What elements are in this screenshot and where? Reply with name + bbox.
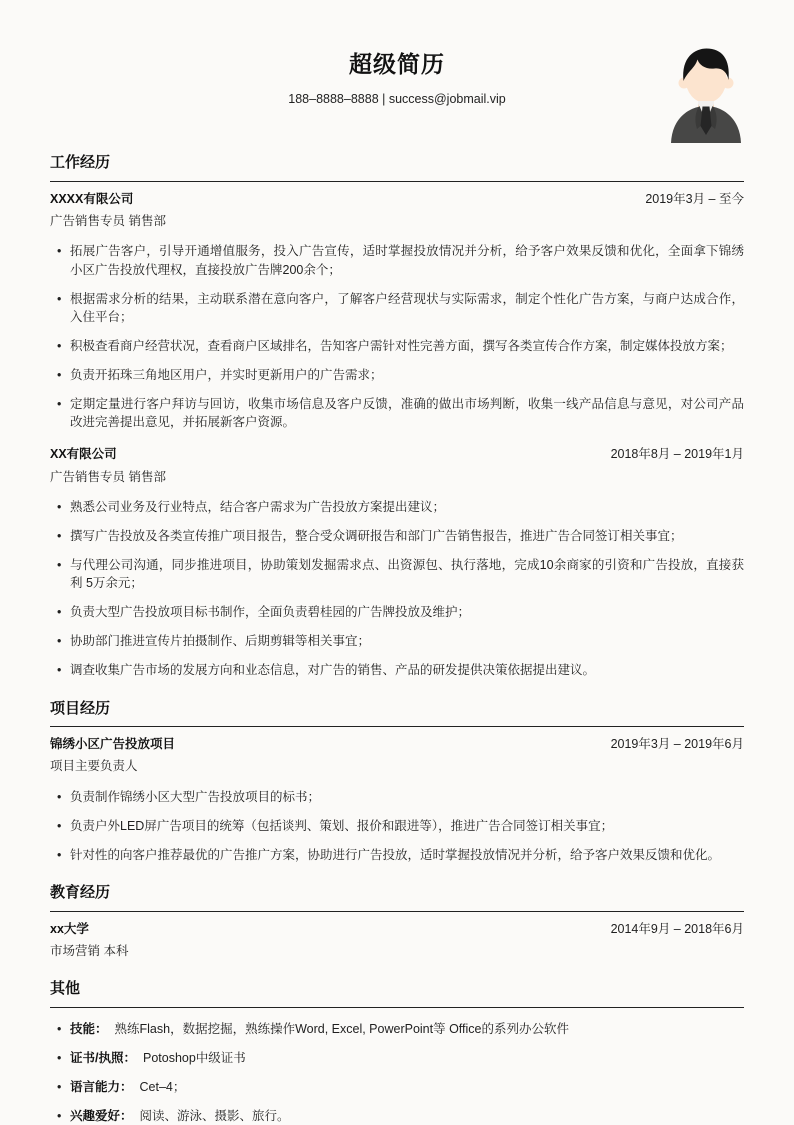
- bullet-item: • 拓展广告客户，引导开通增值服务，投入广告宣传，适时掌握投放情况并分析，给予客户效果反馈和优化，全面拿下锦绣小区广告投放代理权，直接投放广告牌200余个；: [50, 242, 744, 278]
- project-role: 项目主要负责人: [50, 759, 138, 774]
- other-item-text: Potoshop中级证书: [142, 1050, 246, 1065]
- section-heading-other: 其他: [50, 978, 744, 1008]
- other-item-certificates: [50, 1049, 744, 1067]
- company-name: XXXX有限公司: [50, 192, 134, 207]
- bullet-item: • 调查收集广告市场的发展方向和业态信息，对广告的销售、产品的研发提供决策依据提出建议。: [50, 661, 744, 679]
- bullet-item: • 负责户外LED屏广告项目的统筹（包括谈判、策划、报价和跟进等），推进广告合同签订相关事宜；: [50, 817, 744, 835]
- bullet-item: • 负责开拓珠三角地区用户，并实时更新用户的广告需求；: [50, 366, 744, 384]
- entry-header: [50, 190, 744, 208]
- contact-line: 188–8888–8888 | success@jobmail.vip: [288, 92, 506, 107]
- section-heading-work: 工作经历: [50, 152, 744, 182]
- section-project-experience: [50, 698, 744, 864]
- project-entry: [50, 735, 744, 864]
- section-heading-education: 教育经历: [50, 882, 744, 912]
- project-name: 锦绣小区广告投放项目: [50, 737, 176, 752]
- bullet-item: • 负责制作锦绣小区大型广告投放项目的标书；: [50, 788, 744, 806]
- entry-header: [50, 445, 744, 463]
- bullet-item: • 熟悉公司业务及行业特点，结合客户需求为广告投放方案提出建议；: [50, 498, 744, 516]
- company-name: XX有限公司: [50, 447, 117, 462]
- bullet-item: • 针对性的向客户推荐最优的广告推广方案，协助进行广告投放，适时掌握投放情况并分析，给予客户效果反馈和优化。: [50, 846, 744, 864]
- other-item-label: 技能：: [70, 1021, 108, 1036]
- other-item-text: 阅读、游泳、摄影、旅行。: [139, 1109, 290, 1124]
- other-item-hobbies: [50, 1107, 744, 1125]
- work-entry: [50, 190, 744, 431]
- job-title: 广告销售专员 销售部: [50, 469, 166, 484]
- section-education: [50, 882, 744, 960]
- bullet-list: [50, 498, 744, 680]
- bullet-item: • 协助部门推进宣传片拍摄制作、后期剪辑等相关事宜；: [50, 632, 744, 650]
- bullet-item: • 撰写广告投放及各类宣传推广项目报告，整合受众调研报告和部门广告销售报告，推进广告合同签订相关事宜；: [50, 527, 744, 545]
- male-avatar-illustration: [668, 44, 744, 143]
- resume-header: [50, 48, 744, 108]
- other-item-label: 语言能力：: [70, 1079, 133, 1094]
- other-item-text: Cet–4；: [139, 1079, 186, 1094]
- bullet-item: • 积极查看商户经营状况，查看商户区域排名，告知客户需针对性完善方面，撰写各类宣传合作方案，制定媒体投放方案；: [50, 337, 744, 355]
- date-range: 2019年3月 – 至今: [645, 192, 744, 207]
- section-other: [50, 978, 744, 1125]
- date-range: 2014年9月 – 2018年6月: [610, 921, 744, 936]
- bullet-list: [50, 242, 744, 431]
- other-item-language: [50, 1078, 744, 1096]
- avatar: [668, 44, 744, 143]
- bullet-item: • 与代理公司沟通，同步推进项目，协助策划发掘需求点、出资源包、执行落地，完成10余商家的引资和广告投放，直接获利 5万余元；: [50, 556, 744, 592]
- major-degree: 市场营销 本科: [50, 943, 129, 958]
- date-range: 2019年3月 – 2019年6月: [610, 737, 744, 752]
- other-item-skills: [50, 1020, 744, 1038]
- job-title: 广告销售专员 销售部: [50, 214, 166, 229]
- other-list: [50, 1020, 744, 1125]
- other-item-text: 熟练Flash，数据挖掘，熟练操作Word, Excel, PowerPoint等 Office的系列办公软件: [114, 1021, 569, 1036]
- education-entry: [50, 920, 744, 960]
- section-heading-project: 项目经历: [50, 698, 744, 728]
- date-range: 2018年8月 – 2019年1月: [610, 447, 744, 462]
- other-item-label: 证书/执照：: [70, 1050, 136, 1065]
- work-entry: [50, 445, 744, 679]
- other-item-label: 兴趣爱好：: [70, 1109, 133, 1124]
- section-work-experience: [50, 152, 744, 679]
- bullet-list: [50, 788, 744, 864]
- entry-header: [50, 920, 744, 938]
- school-name: xx大学: [50, 921, 89, 936]
- page-title: 超级简历: [349, 51, 445, 77]
- bullet-item: • 负责大型广告投放项目标书制作，全面负责碧桂园的广告牌投放及维护；: [50, 603, 744, 621]
- bullet-item: • 根据需求分析的结果，主动联系潜在意向客户，了解客户经营现状与实际需求，制定个性化广告方案，与商户达成合作，入住平台；: [50, 290, 744, 326]
- entry-header: [50, 735, 744, 753]
- bullet-item: • 定期定量进行客户拜访与回访，收集市场信息及客户反馈，准确的做出市场判断，收集一线产品信息与意见，对公司产品改进完善提出意见，并拓展新客户资源。: [50, 395, 744, 431]
